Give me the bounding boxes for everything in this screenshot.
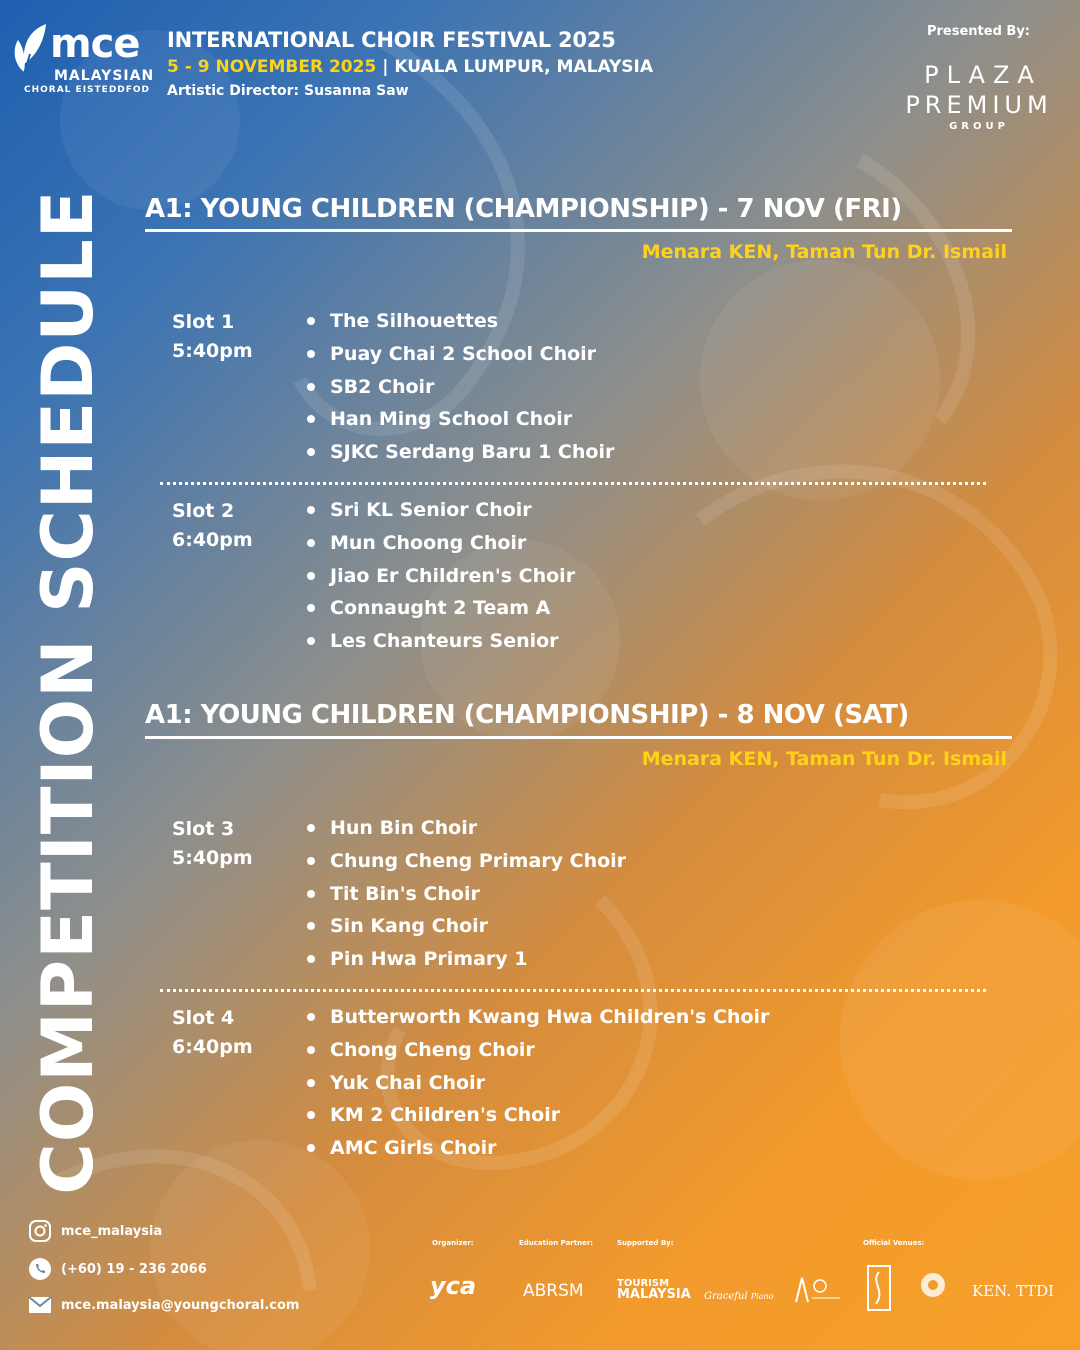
list-item: SB2 Choir	[305, 371, 614, 404]
slot-time: 5:40pm	[172, 847, 253, 869]
tourism-logo-line1: TOURISM	[617, 1278, 670, 1289]
slot-1-choir-list	[305, 305, 614, 469]
festival-title: INTERNATIONAL CHOIR FESTIVAL 2025	[167, 28, 616, 52]
list-item: Chung Cheng Primary Choir	[305, 845, 626, 878]
slot-time: 6:40pm	[172, 529, 253, 551]
presenter-line1: PLAZA	[924, 61, 1042, 89]
official-venues-label: Official Venues:	[863, 1239, 925, 1247]
list-item: The Silhouettes	[305, 305, 614, 338]
section-divider	[145, 736, 1012, 739]
list-item: Butterworth Kwang Hwa Children's Choir	[305, 1001, 769, 1034]
abrsm-logo: ABRSM	[523, 1281, 584, 1301]
slot-time: 6:40pm	[172, 1036, 253, 1058]
logo-wordmark: mce	[50, 21, 140, 67]
ken-ttdi-logo: KEN. TTDI	[972, 1282, 1055, 1300]
logo-tagline: CHORAL EISTEDDFOD	[24, 85, 151, 95]
section-divider	[145, 229, 1012, 232]
phone-number: (+60) 19 - 236 2066	[61, 1261, 207, 1277]
list-item: Chong Cheng Choir	[305, 1034, 769, 1067]
list-item: Sri KL Senior Choir	[305, 494, 575, 527]
yca-logo: yca	[430, 1272, 477, 1300]
festival-dates: 5 - 9 NOVEMBER 2025	[167, 57, 377, 77]
supported-by-label: Supported By:	[617, 1239, 674, 1247]
list-item: Yuk Chai Choir	[305, 1067, 769, 1100]
slot-number: Slot 3	[172, 818, 235, 840]
venue-label: Menara KEN, Taman Tun Dr. Ismail	[641, 241, 1007, 263]
instagram-icon	[27, 1218, 53, 1244]
mce-logo	[8, 14, 158, 102]
slot-number: Slot 4	[172, 1007, 235, 1029]
presented-by-label: Presented By:	[926, 24, 1030, 39]
slot-divider	[160, 482, 986, 485]
phone-contact[interactable]	[27, 1256, 207, 1282]
list-item: Puay Chai 2 School Choir	[305, 338, 614, 371]
list-item: Tit Bin's Choir	[305, 878, 626, 911]
slot-1-label	[172, 308, 253, 366]
venue-label: Menara KEN, Taman Tun Dr. Ismail	[641, 748, 1007, 770]
list-item: Jiao Er Children's Choir	[305, 560, 575, 593]
instagram-handle: mce_malaysia	[61, 1223, 163, 1239]
presenter-line2: PREMIUM	[905, 91, 1053, 119]
graceful-logo-word: Graceful	[704, 1291, 748, 1302]
education-partner-label: Education Partner:	[519, 1239, 594, 1247]
instagram-contact[interactable]	[27, 1218, 162, 1244]
slot-3-label	[172, 815, 253, 873]
list-item: Sin Kang Choir	[305, 910, 626, 943]
venue-emblem-icon	[918, 1270, 948, 1300]
email-address: mce.malaysia@youngchoral.com	[61, 1297, 300, 1313]
graceful-piano-logo	[704, 1291, 773, 1302]
plaza-premium-logo	[894, 60, 1064, 134]
slot-2-label	[172, 497, 253, 555]
tourism-malaysia-logo	[617, 1278, 691, 1300]
list-item: SJKC Serdang Baru 1 Choir	[305, 436, 614, 469]
slot-number: Slot 2	[172, 500, 235, 522]
slot-4-choir-list	[305, 1001, 769, 1165]
logo-subtitle: MALAYSIAN	[54, 68, 155, 84]
organizer-label: Organizer:	[432, 1239, 474, 1247]
mail-icon	[27, 1292, 53, 1318]
list-item: KM 2 Children's Choir	[305, 1099, 769, 1132]
festival-header	[167, 27, 653, 102]
competition-schedule-title: COMPETITION SCHEDULE	[27, 189, 109, 1195]
slot-divider	[160, 989, 986, 992]
section-title-nov8: A1: YOUNG CHILDREN (CHAMPIONSHIP) - 8 NOV (SAT)	[145, 700, 909, 730]
section-title-nov7: A1: YOUNG CHILDREN (CHAMPIONSHIP) - 7 NOV (FRI)	[145, 194, 902, 224]
leaf-icon	[10, 20, 52, 80]
list-item: AMC Girls Choir	[305, 1132, 769, 1165]
music-foundation-icon	[790, 1272, 842, 1306]
venue-crest-icon	[866, 1264, 892, 1316]
slot-2-choir-list	[305, 494, 575, 658]
list-item: Connaught 2 Team A	[305, 592, 575, 625]
piano-logo-word: Piano	[750, 1292, 774, 1301]
slot-4-label	[172, 1004, 253, 1062]
slot-number: Slot 1	[172, 311, 235, 333]
list-item: Mun Choong Choir	[305, 527, 575, 560]
email-contact[interactable]	[27, 1292, 299, 1318]
festival-dates-location	[167, 54, 653, 80]
list-item: Han Ming School Choir	[305, 403, 614, 436]
artistic-director: Artistic Director: Susanna Saw	[167, 83, 409, 99]
whatsapp-icon	[27, 1256, 53, 1282]
list-item: Hun Bin Choir	[305, 812, 626, 845]
festival-location: | KUALA LUMPUR, MALAYSIA	[382, 57, 654, 77]
presenter-line3: GROUP	[949, 121, 1009, 132]
slot-time: 5:40pm	[172, 340, 253, 362]
slot-3-choir-list	[305, 812, 626, 976]
list-item: Pin Hwa Primary 1	[305, 943, 626, 976]
tourism-logo-line2: MALAYSIA	[617, 1287, 691, 1302]
list-item: Les Chanteurs Senior	[305, 625, 575, 658]
